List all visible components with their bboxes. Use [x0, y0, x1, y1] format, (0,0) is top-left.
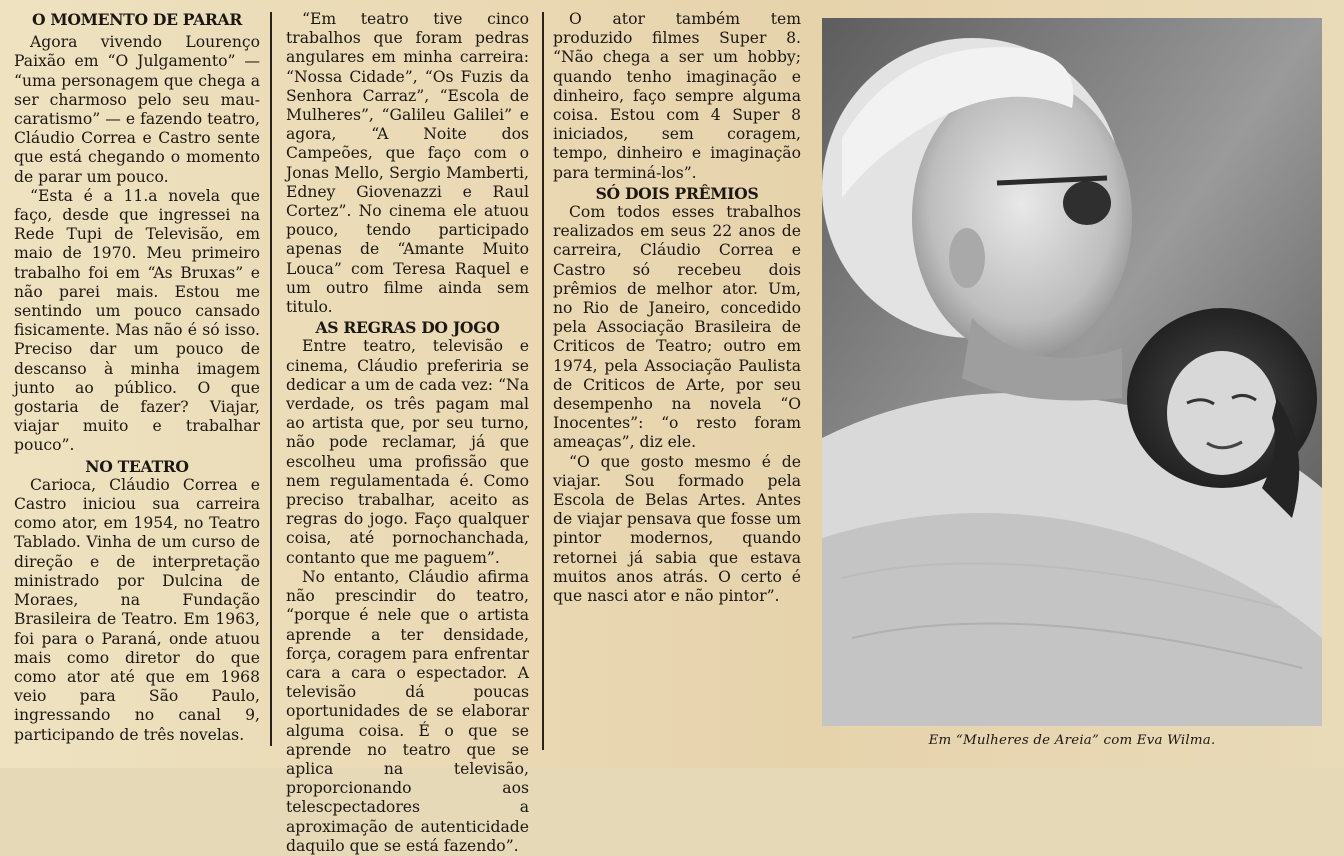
paragraph: O ator também tem produzido filmes Super 8. “Não chega a ser um hobby; quando tenho imaginação e dinheiro, faço sempre alguma coisa. Estou com 4 Super 8 iniciados, sem coragem, tempo, dinheiro e imaginação para terminá-los”. — [553, 10, 801, 182]
paragraph: Com todos esses trabalhos realizados em seus 22 anos de carreira, Cláudio Correa e Castro só recebeu dois prêmios de melhor ator. Um, no Rio de Janeiro, concedido pela Associação Brasileira de Criticos de Teatro; outro em 1974, pela Associação Paulista de Criticos de Arte, por seu desempenho na novela “O Inocentes”: “o resto foram ameaças”, diz ele. — [553, 203, 801, 452]
article-column-3 — [553, 10, 801, 606]
paragraph: “Esta é a 11.a novela que faço, desde que ingressei na Rede Tupi de Televisão, em maio de 1970. Meu primeiro trabalho foi em “As Bruxas” e não parei mais. Estou me sentindo um pouco cansado fisicamente. Mas não é só isso. Preciso dar um pouco de descanso à minha imagem junto ao público. O que gostaria de fazer? Viajar, viajar muito e trabalhar pouco”. — [14, 186, 260, 455]
section-heading-so-dois-premios: SÓ DOIS PRÊMIOS — [595, 183, 759, 203]
paragraph: “O que gosto mesmo é de viajar. Sou formado pela Escola de Belas Artes. Antes de viajar pensava que fosse um pintor modernos, quando retornei já sabia que estava muitos anos atrás. O certo é que nasci ator e não pintor”. — [553, 452, 801, 606]
paragraph: “Em teatro tive cinco trabalhos que foram pedras angulares em minha carreira: “Nossa Cidade”, “Os Fuzis da Senhora Carraz”, “Escola de Mulheres”, “Galileu Galilei” e agora, “A Noite dos Campeões, que faço com o Jonas Mello, Sergio Mamberti, Edney Giovenazzi e Raul Cortez”. No cinema ele atuou pouco, tendo participado apenas de “Amante Muito Louca” com Teresa Raquel e um outro filme ainda sem titulo. — [286, 10, 529, 317]
section-heading-o-momento-de-parar: O MOMENTO DE PARAR — [31, 10, 243, 29]
paragraph: Carioca, Cláudio Correa e Castro iniciou sua carreira como ator, em 1954, no Teatro Tablado. Vinha de um curso de direção e de interpretação ministrado por Dulcina de Moraes, na Fundação Brasileira de Teatro. Em 1963, foi para o Paraná, onde atuou mais como diretor do que como ator até que em 1968 veio para São Paulo, ingressando no canal 9, participando de três novelas. — [14, 475, 260, 744]
section-heading-as-regras-do-jogo: AS REGRAS DO JOGO — [315, 318, 500, 338]
column-divider — [542, 12, 544, 750]
article-column-2 — [286, 10, 529, 856]
section-heading-no-teatro: NO TEATRO — [85, 456, 189, 476]
column-divider — [270, 12, 272, 746]
photo-actors — [822, 18, 1322, 726]
article-column-1 — [14, 10, 260, 745]
paragraph: Agora vivendo Lourenço Paixão em “O Julgamento” — “uma personagem que chega a ser charmoso pelo seu mau-caratismo” — e fazendo teatro, Cláudio Correa e Castro sente que está chegando o momento de parar um pouco. — [14, 33, 260, 186]
paragraph: No entanto, Cláudio afirma não prescindir do teatro, “porque é nele que o artista aprende a ter densidade, força, coragem para enfrentar cara a cara o espectador. A televisão dá poucas oportunidades de se elaborar alguma coisa. É o que se aprende no teatro que se aplica na televisão, proporcionando aos telescpectadores a aproximação de autenticidade daquilo que se está fazendo”. — [286, 567, 529, 855]
photo-caption: Em “Mulheres de Areia” com Eva Wilma. — [928, 733, 1216, 748]
paragraph: Entre teatro, televisão e cinema, Cláudio preferiria se dedicar a um de cada vez: “Na verdade, os três pagam mal ao artista que, por seu turno, não pode reclamar, já que escolheu uma profissão que nem regulamentada é. Como preciso trabalhar, aceito as regras do jogo. Faço qualquer coisa, até pornochanchada, contanto que me paguem”. — [286, 337, 529, 567]
